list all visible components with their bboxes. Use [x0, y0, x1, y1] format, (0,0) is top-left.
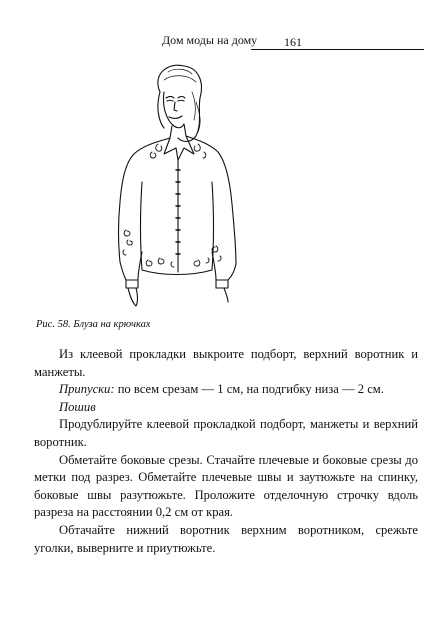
figure-caption [36, 318, 151, 332]
allowances-label: Припуски: [59, 382, 115, 397]
running-header-title: Дом моды на дому [162, 33, 258, 47]
running-header [162, 33, 424, 51]
figure-caption-text: Блуза на крючках [73, 319, 151, 330]
header-rule [251, 49, 424, 50]
paragraph-cutting: Из клеевой прокладки выкроите подборт, верхний воротник и манжеты. [34, 347, 418, 379]
blouse-illustration [112, 62, 242, 310]
page-number: 161 [284, 35, 302, 49]
paragraph-interfacing: Продублируйте клеевой прокладкой подборт, манжеты и верхний воротник. [34, 417, 418, 449]
paragraph-seams: Обметайте боковые срезы. Стачайте плечевые и боковые срезы до метки под разрез. Обметайте плечевые швы и заутюжьте на спинку, боковые швы разутюжьте. Проложите отделочную строчку вдоль разреза на расстоянии 0,2 см от края. [34, 452, 418, 520]
allowances-text: по всем срезам — 1 см, на подгибку низа — 2 см. [114, 382, 384, 397]
body-text [34, 346, 418, 557]
paragraph-allowances [34, 381, 418, 399]
paragraph-collar: Обтачайте нижний воротник верхним воротником, срежьте уголки, выверните и приутюжьте. [34, 522, 418, 555]
figure-caption-label: Рис. 58. [36, 319, 71, 330]
section-heading: Пошив [59, 399, 96, 414]
